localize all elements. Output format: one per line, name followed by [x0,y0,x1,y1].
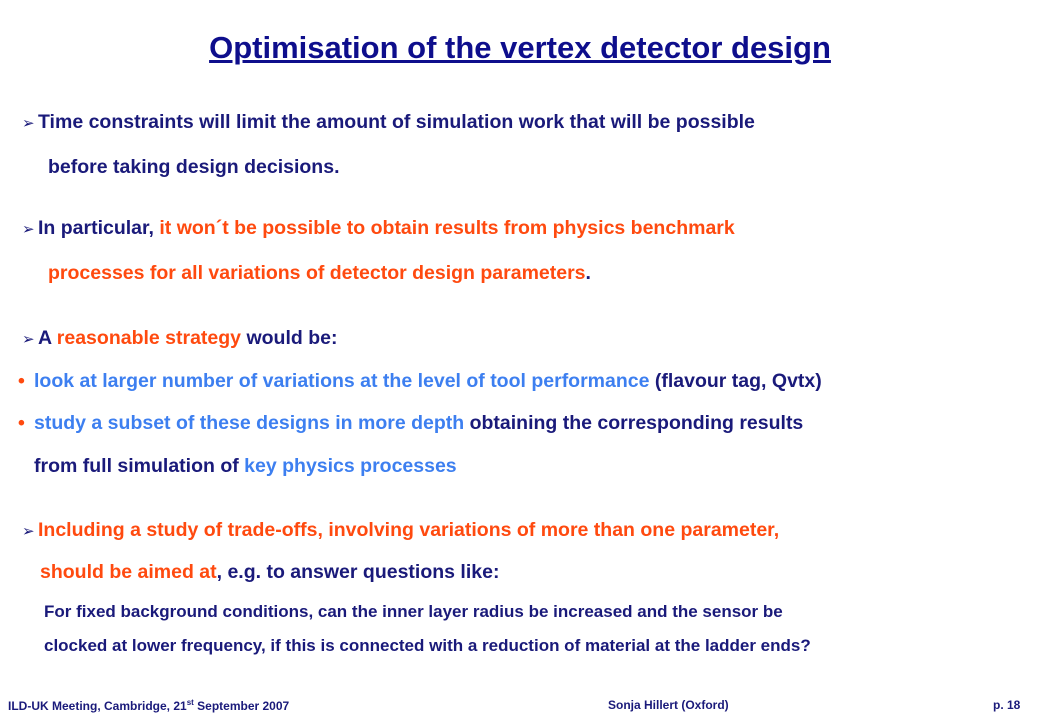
p2-line2: processes for all variations of detector design parameters. [48,262,591,284]
slide-title: Optimisation of the vertex detector design [209,30,831,65]
p4-line1: ➢ Including a study of trade-offs, involving variations of more than one parameter, [22,518,779,544]
p2-line1: ➢ In particular, it won´t be possible to obtain results from physics benchmark [22,216,735,242]
footer-center: Sonja Hillert (Oxford) [608,698,729,712]
p1-line1: ➢ Time constraints will limit the amount of simulation work that will be possible [22,110,755,136]
p3-bullet2: • study a subset of these designs in more depth obtaining the corresponding results [18,412,804,434]
footer-left: ILD-UK Meeting, Cambridge, 21st September 2007 [8,698,290,713]
arrow-bullet-icon: ➢ [22,221,35,238]
p4-question-line2: clocked at lower frequency, if this is connected with a reduction of material at the ladder ends? [44,636,811,655]
dot-bullet-icon: • [18,412,25,434]
p4-line2: should be aimed at, e.g. to answer questions like: [40,561,500,583]
p1-line2: before taking design decisions. [48,156,340,178]
p3-line4: from full simulation of key physics processes [34,455,457,477]
arrow-bullet-icon: ➢ [22,523,35,540]
p3-line1: ➢ A reasonable strategy would be: [22,326,337,352]
arrow-bullet-icon: ➢ [22,115,35,132]
footer-page-number: p. 18 [993,698,1021,712]
arrow-bullet-icon: ➢ [22,331,35,348]
dot-bullet-icon: • [18,370,25,392]
p4-question-line1: For fixed background conditions, can the inner layer radius be increased and the sensor be [44,602,783,621]
p3-bullet1: • look at larger number of variations at the level of tool performance (flavour tag, Qvtx) [18,370,822,392]
